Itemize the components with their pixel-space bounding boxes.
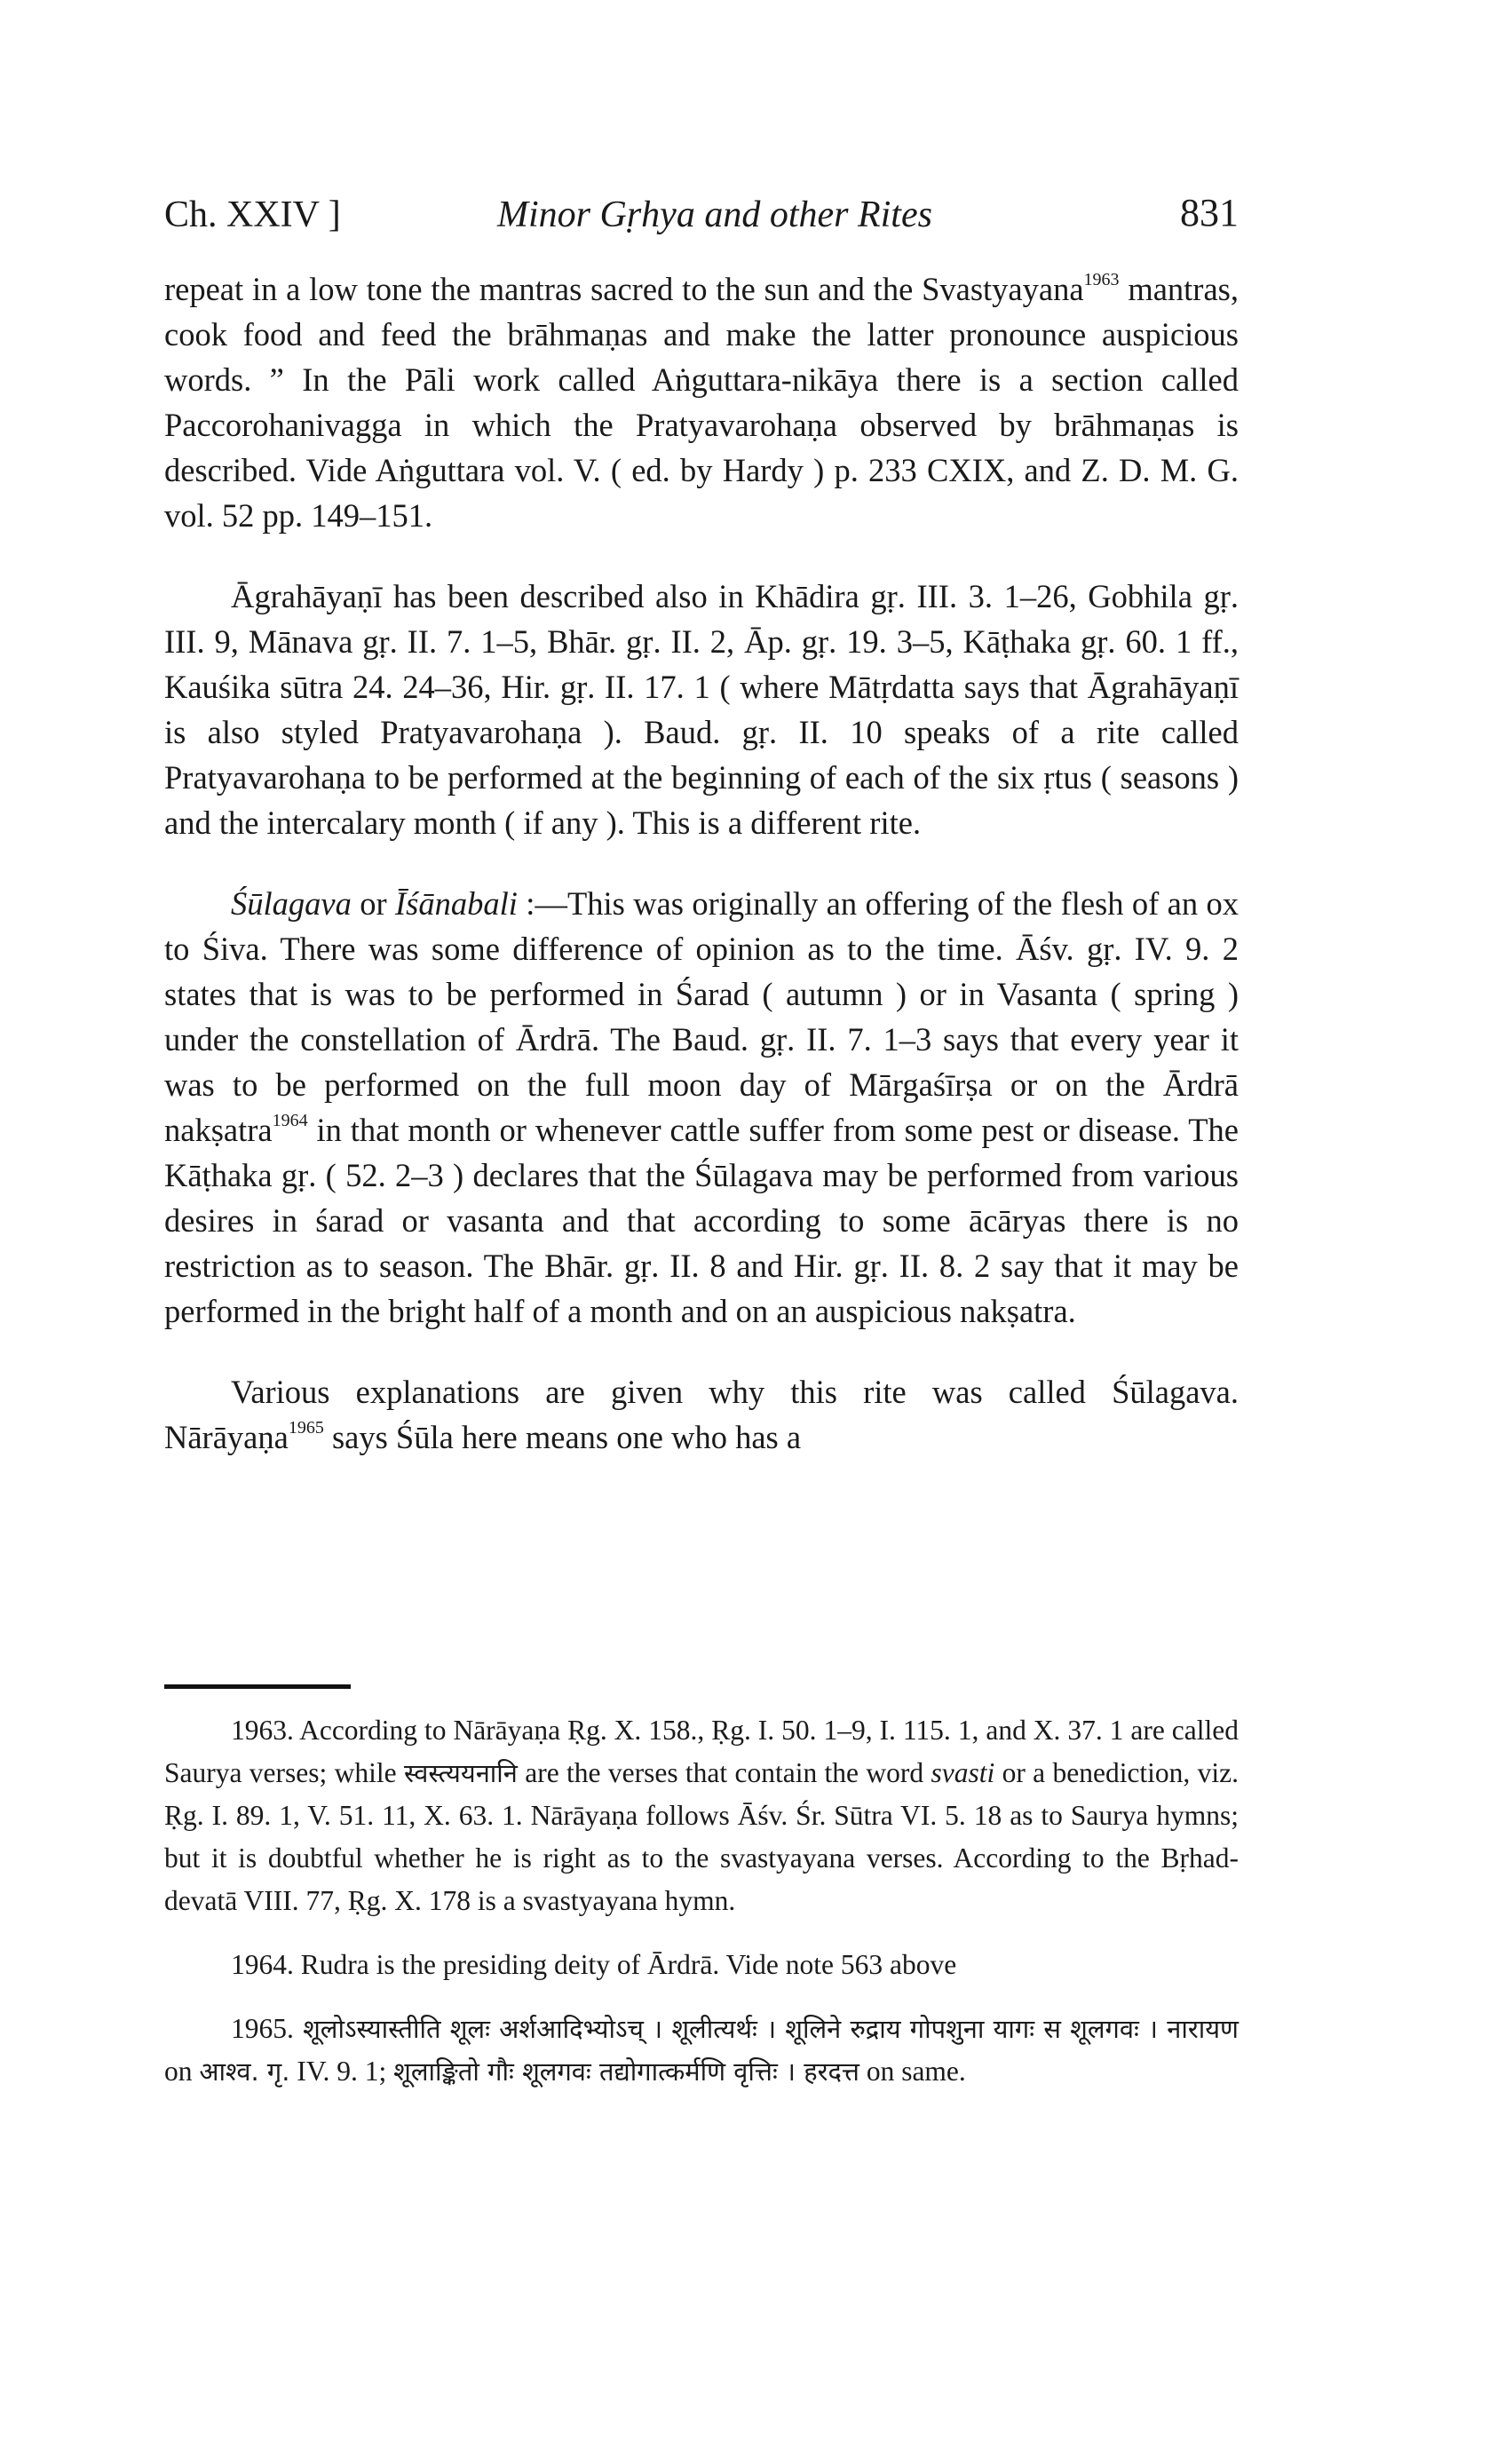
footnote-text: are the verses that contain the word bbox=[517, 1757, 931, 1788]
paragraph-text: Various explanations are given why this rite was called Śūlagava. Nārāyaṇa bbox=[164, 1374, 1239, 1455]
paragraph-text: mantras, cook food and feed the brāhmaṇas and make the latter pronounce auspicious words. ” In the Pāli work called Aṅguttara-nikāya there is a section called Paccorohanivagga in which the Pratyavarohaṇa observed by brāhmaṇas is described. Vide Aṅguttara vol. V. ( ed. by Hardy ) p. 233 CXIX, and Z. D. M. G. vol. 52 pp. 149–151. bbox=[164, 271, 1239, 534]
sanskrit-text: शूलोऽस्यास्तीति शूलः अर्शआदिभ्योऽच् । शूलीत्यर्थः । शूलिने रुद्राय गोपशुना यागः स शूलगवः । नारायण bbox=[293, 2014, 1239, 2044]
footnote-text: on bbox=[164, 2056, 200, 2087]
sanskrit-text: आश्व. गृ. bbox=[199, 2056, 290, 2087]
paragraph-text: :—This was originally an offering of the flesh of an ox to Śiva. There was some difference of opinion as to the time. Āśv. gṛ. IV. 9. 2 states that is was to be performed in Śarad ( autumn ) or in Vasanta ( spring ) under the constellation of Ārdrā. The Baud. gṛ. II. 7. 1–3 says that every year it was to be performed on the full moon day of Mārgaśīrṣa or on the Ārdrā nakṣatra bbox=[164, 885, 1239, 1148]
footnote-italic: svasti bbox=[931, 1757, 995, 1788]
footnote-text: on same. bbox=[859, 2056, 966, 2087]
footnote-number: 1963. bbox=[231, 1715, 294, 1746]
paragraph-4 bbox=[164, 1369, 1239, 1460]
main-text bbox=[164, 266, 1239, 1495]
footnote-text: IV. 9. 1; bbox=[289, 2056, 394, 2087]
paragraph-1 bbox=[164, 266, 1239, 538]
paragraph-text: Āgrahāyaṇī has been described also in Khādira gṛ. III. 3. 1–26, Gobhila gṛ. III. 9, Mānava gṛ. II. 7. 1–5, Bhār. gṛ. II. 2, Āp. gṛ. 19. 3–5, Kāṭhaka gṛ. 60. 1 ff., Kauśika sūtra 24. 24–36, Hir. gṛ. II. 17. 1 ( where Mātṛdatta says that Āgrahāyaṇī is also styled Pratyavarohaṇa ). Baud. gṛ. II. 10 speaks of a rite called Pratyavarohaṇa to be performed at the beginning of each of the six ṛtus ( seasons ) and the intercalary month ( if any ). This is a different rite. bbox=[164, 578, 1239, 841]
footnotes bbox=[164, 1709, 1239, 2114]
footnote-ref: 1963 bbox=[1083, 269, 1120, 289]
paragraph-text: repeat in a low tone the mantras sacred to the sun and the Svastyayana bbox=[164, 271, 1084, 307]
footnote-ref: 1964 bbox=[272, 1110, 308, 1130]
sanskrit-text: शूलाङ्कितो गौः शूलगवः तद्योगात्कर्मणि वृत्तिः । हरदत्त bbox=[393, 2056, 859, 2087]
sanskrit-text: स्वस्त्ययनानि bbox=[403, 1758, 518, 1788]
footnote-text: Rudra is the presiding deity of Ārdrā. Vide note 563 above bbox=[293, 1949, 957, 1980]
footnote-ref: 1965 bbox=[288, 1417, 324, 1438]
paragraph-text: or bbox=[351, 885, 396, 922]
paragraph-3 bbox=[164, 881, 1239, 1334]
term-sulagava: Śūlagava bbox=[231, 885, 352, 922]
footnote-text: or a benediction, viz. Ṛg. I. 89. 1, V. 51. 11, X. 63. 1. Nārāyaṇa follows Āśv. Śr. Sūtra VI. 5. 18 as to Saurya hymns; but it is doubtful whether he is right as to the svastyayana verses. According to the Bṛhad-devatā VIII. 77, Ṛg. X. 178 is a svastyayana hymn. bbox=[164, 1757, 1239, 1916]
chapter-label: Ch. XXIV ] bbox=[164, 194, 341, 235]
paragraph-text: in that month or whenever cattle suffer from some pest or disease. The Kāṭhaka gṛ. ( 52. 2–3 ) declares that the Śūlagava may be performed from various desires in śarad or vasanta and that according to some ācāryas there is no restriction as to season. The Bhār. gṛ. II. 8 and Hir. gṛ. II. 8. 2 say that it may be performed in the bright half of a month and on an auspicious nakṣatra. bbox=[164, 1112, 1239, 1329]
term-isanabali: Īśānabali bbox=[395, 885, 518, 922]
footnote-number: 1965. bbox=[231, 2013, 294, 2044]
footnote-1963 bbox=[164, 1709, 1239, 1922]
running-title: Minor Gṛhya and other Rites bbox=[497, 194, 932, 235]
running-header bbox=[164, 178, 1239, 240]
paragraph-text: says Śūla here means one who has a bbox=[323, 1419, 802, 1455]
footnote-number: 1964. bbox=[231, 1949, 294, 1980]
footnote-text: According to Nārāyaṇa Ṛg. X. 158., Ṛg. I. 50. 1–9, I. 115. 1, and X. 37. 1 are called Saurya verses; while bbox=[164, 1715, 1239, 1788]
paragraph-2 bbox=[164, 574, 1239, 845]
footnote-1964 bbox=[164, 1944, 1239, 1986]
footnote-1965 bbox=[164, 2008, 1239, 2093]
footnote-separator bbox=[164, 1684, 351, 1689]
page-number: 831 bbox=[1180, 191, 1239, 234]
